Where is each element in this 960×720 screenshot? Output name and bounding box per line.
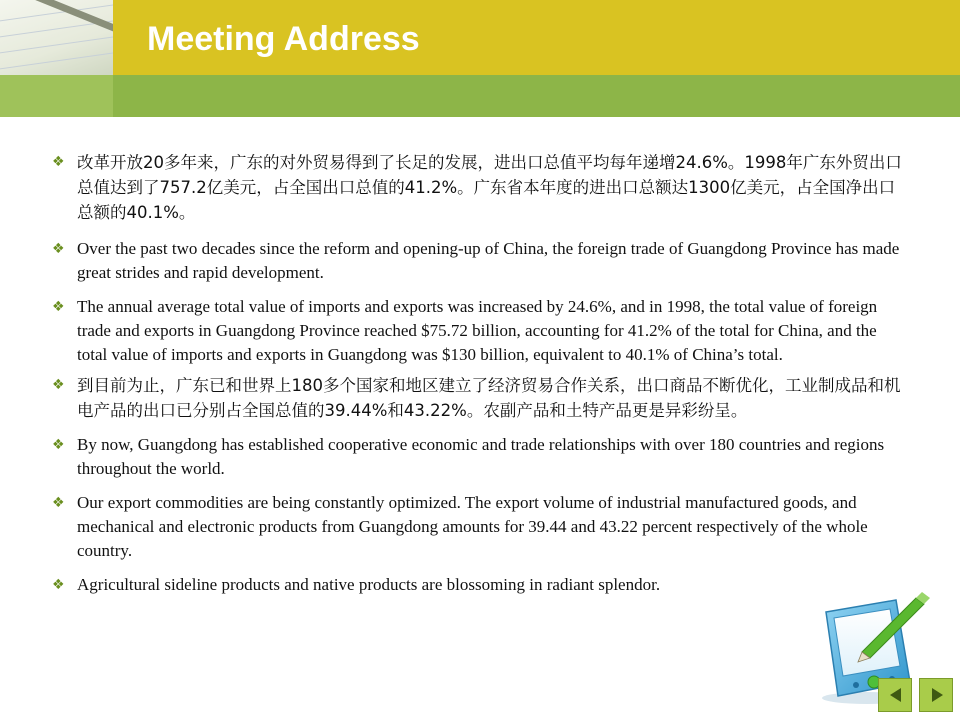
header-notebook-image	[0, 0, 113, 75]
diamond-bullet-icon: ❖	[52, 495, 65, 511]
bullet-text: Our export commodities are being constantly optimized. The export volume of industrial manufactured goods, and mechanical and electronic products from Guangdong amounts for 39.44 and 43.22 percent respectively of the whole country.	[77, 493, 868, 560]
bullet-text: Agricultural sideline products and native products are blossoming in radiant splendor.	[77, 575, 661, 594]
bullet-text: The annual average total value of imports and exports was increased by 24.6%, and in 1998, the total value of foreign trade and exports in Guangdong Province reached $75.72 billion, accounting for 41.2% of the total for China, and the total value of imports and exports in Guangdong was $130 billion, equivalent to 40.1% of China’s total.	[77, 297, 878, 364]
diamond-bullet-icon: ❖	[52, 154, 65, 170]
slide-title: Meeting Address	[147, 20, 420, 58]
triangle-left-icon	[888, 687, 904, 703]
next-slide-button[interactable]	[919, 678, 953, 712]
bullet-list	[52, 150, 907, 597]
diamond-bullet-icon: ❖	[52, 241, 65, 257]
diamond-bullet-icon: ❖	[52, 437, 65, 453]
diamond-bullet-icon: ❖	[52, 577, 65, 593]
header-accent-left	[0, 75, 113, 117]
bullet-item	[52, 237, 907, 285]
previous-slide-button[interactable]	[878, 678, 912, 712]
pda-pen-icon	[812, 590, 932, 705]
diamond-bullet-icon: ❖	[52, 299, 65, 315]
diamond-bullet-icon: ❖	[52, 377, 65, 393]
bullet-text: 到目前为止，广东已和世界上180多个国家和地区建立了经济贸易合作关系，出口商品不断优化，工业制成品和机电产品的出口已分别占全国总值的39.44%和43.22%。农副产品和土特产品更是异彩纷呈。	[77, 376, 901, 420]
bullet-item	[52, 373, 907, 423]
bullet-text: 改革开放20多年来，广东的对外贸易得到了长足的发展，进出口总值平均每年递增24.6%。1998年广东外贸出口总值达到了757.2亿美元，占全国出口总值的41.2%。广东省本年度的进出口总额达1300亿美元，占全国净出口总额的40.1%。	[77, 153, 902, 222]
bullet-text: Over the past two decades since the reform and opening-up of China, the foreign trade of Guangdong Province has made great strides and rapid development.	[77, 239, 900, 282]
bullet-item	[52, 150, 907, 225]
bullet-item	[52, 491, 907, 563]
bullet-item	[52, 573, 907, 597]
header-accent-bar	[113, 75, 960, 117]
bullet-text: By now, Guangdong has established cooperative economic and trade relationships with over 180 countries and regions throughout the world.	[77, 435, 885, 478]
bullet-item	[52, 295, 907, 367]
triangle-right-icon	[929, 687, 945, 703]
bullet-item	[52, 433, 907, 481]
pencil-icon	[21, 0, 113, 35]
